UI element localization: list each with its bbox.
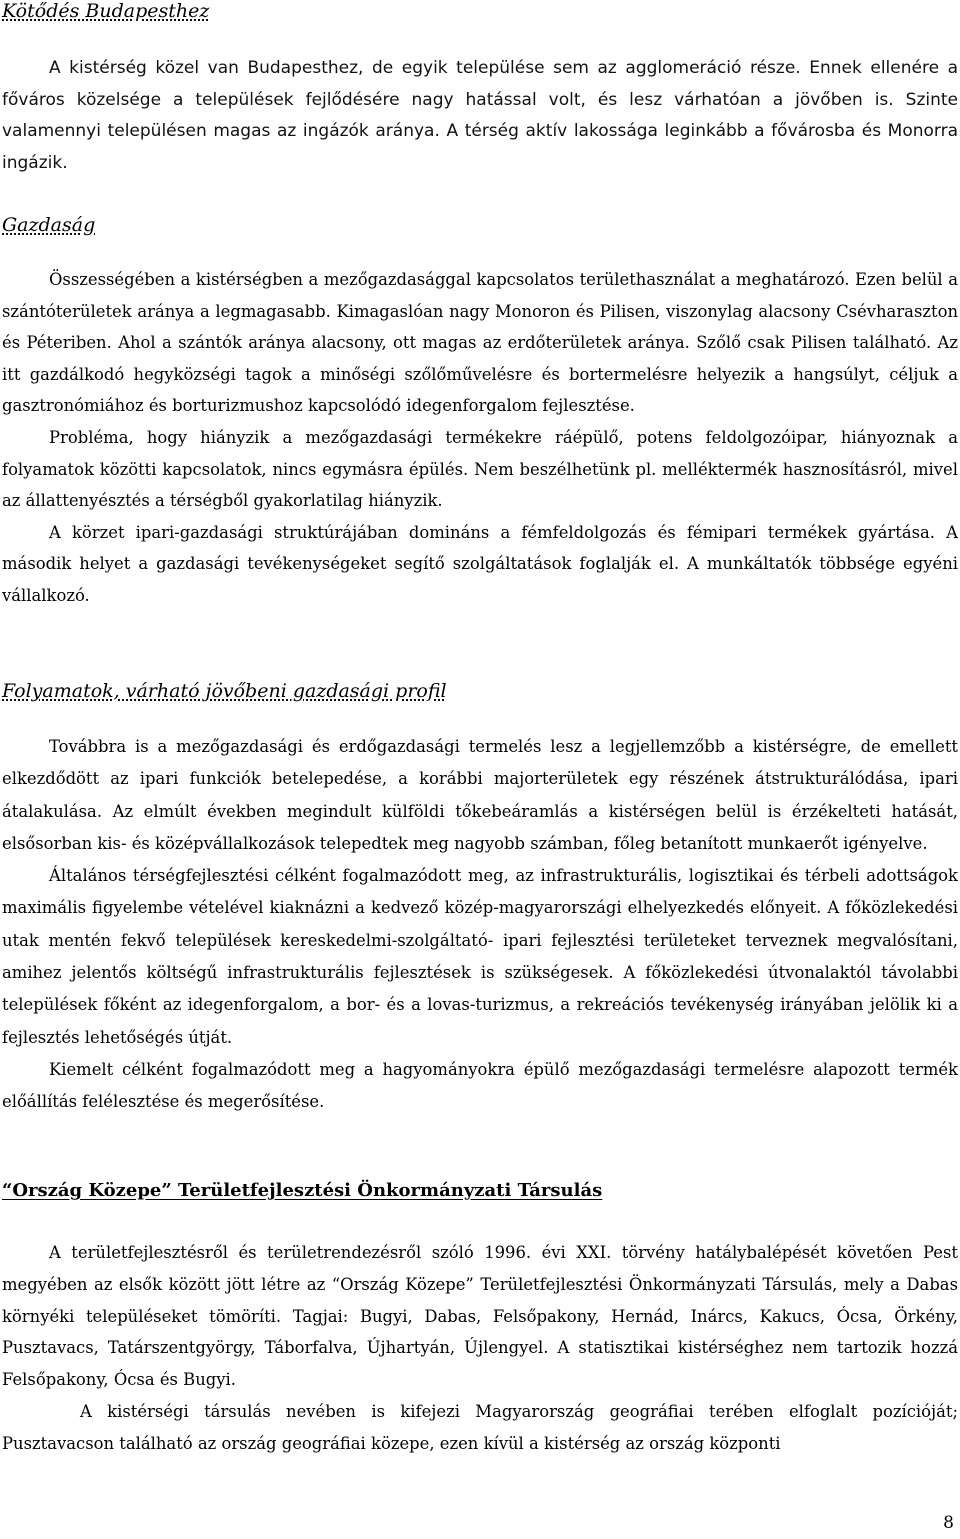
section-budapest-body (2, 53, 958, 179)
section-tarsulas-body (2, 1237, 958, 1460)
heading-budapest: Kötődés Budapesthez (2, 0, 210, 22)
paragraph: A területfejlesztésről és területrendezésről szóló 1996. évi XXI. törvény hatálybalépését követően Pest megyében az elsők között jött létre az “Ország Közepe” Területfejlesztési Önkormányzati Társulás, mely a Dabas környéki településeket tömöríti. Tagjai: Bugyi, Dabas, Felsőpakony, Hernád, Inárcs, Kakucs, Ócsa, Örkény, Pusztavacs, Tatárszentgyörgy, Táborfalva, Újhartyán, Újlengyel. A statisztikai kistérséghez nem tartozik hozzá Felsőpakony, Ócsa és Bugyi. (2, 1243, 958, 1390)
paragraph: A kistérség közel van Budapesthez, de egyik települése sem az agglomeráció része. Ennek ellenére a főváros közelsége a települések fejlődésére nagy hatással volt, és lesz várhatóan a jövőben is. Szinte valamennyi településen magas az ingázók aránya. A térség aktív lakossága leginkább a fővárosba és Monorra ingázik. (2, 58, 958, 173)
section-gazdasag-body (2, 264, 958, 612)
paragraph: Továbbra is a mezőgazdasági és erdőgazdasági termelés lesz a legjellemzőbb a kistérségre, de emellett elkezdődött az ipari funkciók betelepedése, a korábbi majorterületek egy részének átstrukturálódása, ipari átalakulása. Az elmúlt években megindult külföldi tőkebeáramlás a kistérségen belül is érzékelteti hatását, elsősorban kis- és középvállalkozások telepedtek meg nagyobb számban, főleg betanított munkaerőt igényelve. (2, 737, 958, 853)
paragraph: A kistérségi társulás nevében is kifejezi Magyarország geográfiai terében elfoglalt pozícióját; Pusztavacson található az ország geográfiai közepe, ezen kívül a kistérség az ország központi (2, 1401, 958, 1453)
section-folyamatok-body (2, 731, 958, 1119)
paragraph: Összességében a kistérségben a mezőgazdasággal kapcsolatos területhasználat a meghatározó. Ezen belül a szántóterületek aránya a legmagasabb. Kimagaslóan nagy Monoron és Pilisen, viszonylag alacsony Csévharaszton és Péteriben. Ahol a szántók aránya alacsony, ott magas az erdőterületek aránya. Szőlő csak Pilisen található. Az itt gazdálkodó hegyközségi tagok a minőségi szőlőművelésre és bortermelésre helyezik a hangsúlyt, céljuk a gasztronómiához és borturizmushoz kapcsolódó idegenforgalom fejlesztése. (2, 270, 958, 416)
heading-tarsulas: “Ország Közepe” Területfejlesztési Önkormányzati Társulás (2, 1180, 603, 1201)
heading-folyamatok: Folyamatok, várható jövőbeni gazdasági profil (2, 680, 447, 702)
paragraph: Kiemelt célként fogalmazódott meg a hagyományokra épülő mezőgazdasági termelésre alapozott termék előállítás felélesztése és megerősítése. (2, 1059, 958, 1112)
paragraph: A körzet ipari-gazdasági struktúrájában domináns a fémfeldolgozás és fémipari termékek gyártása. A második helyet a gazdasági tevékenységeket segítő szolgáltatások foglalják el. A munkáltatók többsége egyéni vállalkozó. (2, 522, 958, 605)
heading-gazdasag: Gazdaság (2, 214, 96, 236)
paragraph: Probléma, hogy hiányzik a mezőgazdasági termékekre ráépülő, potens feldolgozóipar, hiányoznak a folyamatok közötti kapcsolatok, nincs egymásra épülés. Nem beszélhetünk pl. melléktermék hasznosításról, mivel az állattenyésztés a térségből gyakorlatilag hiányzik. (2, 427, 958, 511)
paragraph: Általános térségfejlesztési célként fogalmazódott meg, az infrastrukturális, logisztikai és térbeli adottságok maximális figyelembe vételével kiaknázni a kedvező közép-magyarországi elhelyezkedés előnyeit. A főközlekedési utak mentén fekvő települések kereskedelmi-szolgáltató- ipari fejlesztési területeket terveznek megvalósítani, amihez jelentős költségű infrastrukturális fejlesztések is szükségesek. A főközlekedési útvonalaktól távolabbi települések főként az idegenforgalom, a bor- és a lovas-turizmus, a rekreációs tevékenység irányában jelölik ki a fejlesztés lehetőségés útját. (2, 866, 958, 1047)
page-number: 8 (943, 1513, 954, 1533)
